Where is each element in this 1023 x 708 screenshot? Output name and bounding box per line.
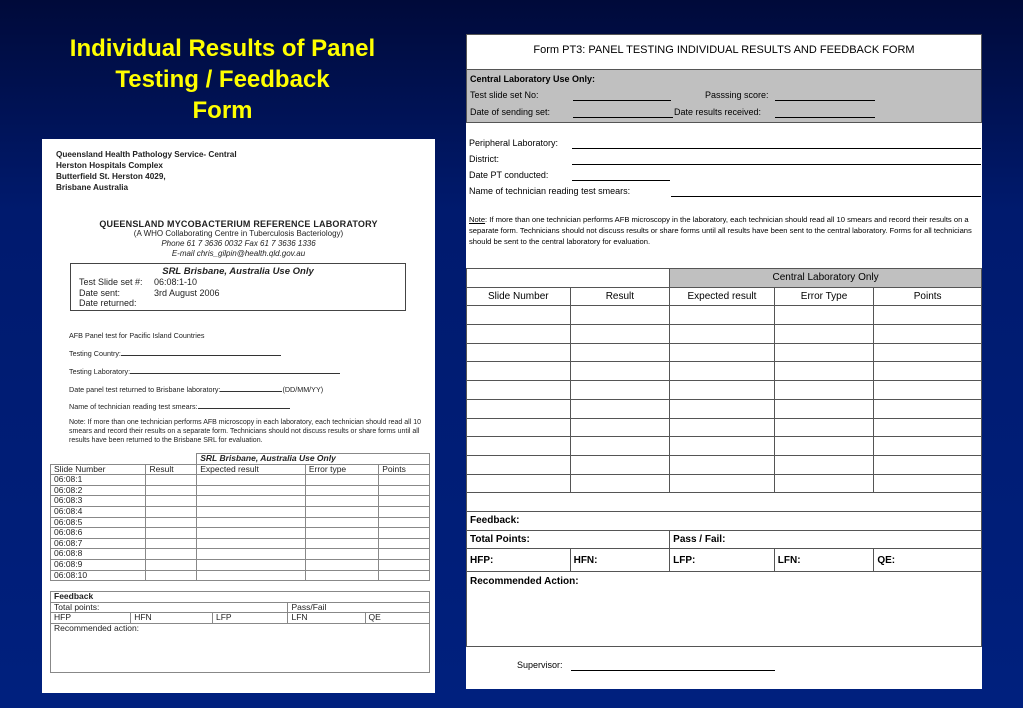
table-row[interactable]: [467, 418, 982, 437]
lab-name: QUEENSLAND MYCOBACTERIUM REFERENCE LABORATORY: [99, 219, 378, 229]
slide-number: 06:08:10: [51, 570, 146, 581]
table-row[interactable]: [467, 362, 982, 381]
code-cell: QE: [365, 613, 429, 624]
peripheral-lab-field[interactable]: [572, 147, 981, 149]
table-row[interactable]: [467, 381, 982, 400]
note-text: : If more than one technician performs AFB microscopy in the laboratory, each technician should read all 10 smears and record their results on a separate form. Technicians should not discuss results or share forms until all results have been sent to the central laboratory. Forms for all technicians should be sent to the central laboratory for evaluation.: [469, 215, 972, 246]
slide-number: 06:08:2: [51, 485, 146, 496]
date-sent-row: Date sent: 3rd August 2006: [79, 287, 220, 298]
slide-set-row: Test Slide set #: 06:08:1-10: [79, 277, 198, 287]
recommended-action-cell: Recommended action:: [51, 623, 430, 672]
district-label: District:: [469, 154, 499, 164]
date-returned-line: Date panel test returned to Brisbane laboratory: (DD/MM/YY): [69, 385, 324, 394]
code-cell: HFN: [131, 613, 213, 624]
total-points-label: Total points:: [51, 602, 288, 613]
pass-fail-label: Pass/Fail: [288, 602, 430, 613]
scan-note: Note: If more than one technician performs AFB microscopy in each laboratory, each technician should read all 10 smears and record their results on a separate form. Technicians should not discuss results or share forms until all results have been returned to the Brisbane SRL for evaluation.: [69, 419, 422, 444]
slide-title-line-2: Testing / Feedback: [115, 66, 330, 93]
address-line: Herston Hospitals Complex: [56, 161, 163, 170]
table-row: [51, 559, 430, 570]
slide-number: 06:08:4: [51, 506, 146, 517]
hfp-cell: HFP:: [467, 549, 571, 572]
slide-number: 06:08:5: [51, 517, 146, 528]
column-header: Error type: [305, 464, 378, 475]
form-note: [469, 214, 974, 247]
central-lab-section: [466, 69, 982, 123]
table-row: [51, 464, 430, 475]
lfp-cell: LFP:: [670, 549, 775, 572]
table-row[interactable]: [467, 306, 982, 325]
date-received-label: Date results received:: [674, 107, 762, 117]
date-pt-label: Date PT conducted:: [469, 170, 549, 180]
supervisor-line: [517, 660, 563, 670]
table-row: [51, 570, 430, 581]
date-received-field[interactable]: [775, 116, 875, 118]
column-header: Points: [379, 464, 430, 475]
peripheral-lab-label: Peripheral Laboratory:: [469, 138, 559, 148]
column-header: Points: [874, 287, 982, 306]
panel-test-label: AFB Panel test for Pacific Island Countries: [69, 331, 205, 340]
form-pt3: [466, 34, 982, 689]
table-row: [51, 517, 430, 528]
table-row: [51, 506, 430, 517]
address-line: Brisbane Australia: [56, 183, 129, 192]
table-row: [467, 287, 982, 306]
slide-number: 06:08:6: [51, 528, 146, 539]
column-header: Error Type: [774, 287, 874, 306]
slide-number: 06:08:3: [51, 496, 146, 507]
scan-feedback-table: [50, 591, 430, 673]
column-header: Slide Number: [51, 464, 146, 475]
address-line: Queensland Health Pathology Service- Central: [56, 150, 237, 159]
table-row: [467, 572, 982, 647]
table-row: [467, 530, 982, 549]
central-lab-header: Central Laboratory Use Only:: [470, 74, 596, 84]
table-row: [51, 538, 430, 549]
lab-phone: Phone 61 7 3636 0032 Fax 61 7 3636 1336: [161, 239, 316, 248]
address-line: Butterfield St. Herston 4029,: [56, 172, 166, 181]
total-points-label: Total Points:: [467, 530, 670, 549]
srl-box-header: SRL Brisbane, Australia Use Only: [162, 266, 314, 277]
technician-name-line: Name of technician reading test smears:: [69, 401, 290, 411]
table-row: [467, 269, 982, 288]
passing-score-field[interactable]: [775, 99, 875, 101]
recommended-action-label: Recommended Action:: [467, 572, 982, 647]
lab-subtitle: (A WHO Collaborating Centre in Tuberculosis Bacteriology): [133, 229, 344, 238]
note-label: Note: [469, 215, 486, 224]
table-row: [51, 528, 430, 539]
column-header: Expected result: [197, 464, 306, 475]
table-row[interactable]: [467, 343, 982, 362]
hfn-cell: HFN:: [570, 549, 670, 572]
passing-score-label: Passsing score:: [705, 90, 769, 100]
feedback-label: Feedback:: [467, 511, 982, 530]
table-row: [467, 493, 982, 512]
table-row[interactable]: [467, 325, 982, 344]
date-returned-row: Date returned:: [79, 298, 137, 308]
scan-table-header: SRL Brisbane, Australia Use Only: [197, 454, 430, 465]
slide-number: 06:08:9: [51, 559, 146, 570]
slide-number: 06:08:1: [51, 475, 146, 486]
column-header: Result: [146, 464, 197, 475]
table-row[interactable]: [467, 455, 982, 474]
pass-fail-label: Pass / Fail:: [670, 530, 982, 549]
feedback-title: Feedback: [51, 592, 430, 603]
table-row: [51, 485, 430, 496]
date-sending-label: Date of sending set:: [470, 107, 551, 117]
table-row: [51, 475, 430, 486]
testing-laboratory-line: Testing Laboratory:: [69, 366, 340, 376]
slide-title-line-1: Individual Results of Panel: [69, 35, 376, 62]
lab-email: E-mail chris_gilpin@health.qld.gov.au: [171, 249, 306, 258]
date-pt-field[interactable]: [572, 179, 670, 181]
slide-title-line-3: Form: [192, 97, 253, 124]
code-cell: HFP: [51, 613, 131, 624]
address-block: [56, 149, 237, 193]
testing-country-line: Testing Country:: [69, 348, 281, 358]
code-cell: LFN: [288, 613, 365, 624]
qe-cell: QE:: [874, 549, 982, 572]
test-slide-set-label: Test slide set No:: [470, 90, 539, 100]
code-cell: LFP: [213, 613, 288, 624]
scan-results-table: [50, 453, 430, 581]
form-title: Form PT3: PANEL TESTING INDIVIDUAL RESULTS AND FEEDBACK FORM: [466, 34, 982, 70]
table-row: [51, 549, 430, 560]
supervisor-label: Supervisor:: [517, 660, 563, 670]
table-row[interactable]: [467, 437, 982, 456]
supervisor-field[interactable]: [571, 669, 775, 671]
column-header: Result: [570, 287, 670, 306]
district-field[interactable]: [572, 163, 981, 165]
scanned-form-image: [42, 139, 435, 693]
slide-title: [40, 33, 405, 126]
central-lab-only-header: Central Laboratory Only: [670, 269, 982, 288]
column-header: Slide Number: [467, 287, 571, 306]
table-row: [51, 496, 430, 507]
test-slide-set-field[interactable]: [573, 99, 671, 101]
table-row[interactable]: [467, 399, 982, 418]
srl-use-box: [70, 263, 406, 311]
column-header: Expected result: [670, 287, 775, 306]
slide-number: 06:08:8: [51, 549, 146, 560]
results-table: [466, 268, 982, 647]
lab-header: [42, 219, 435, 259]
lfn-cell: LFN:: [774, 549, 874, 572]
slide-number: 06:08:7: [51, 538, 146, 549]
technician-field[interactable]: [671, 195, 981, 197]
table-row: [467, 511, 982, 530]
date-sending-field[interactable]: [573, 116, 673, 118]
table-row: [467, 549, 982, 572]
table-row[interactable]: [467, 474, 982, 493]
technician-label: Name of technician reading test smears:: [469, 186, 631, 196]
